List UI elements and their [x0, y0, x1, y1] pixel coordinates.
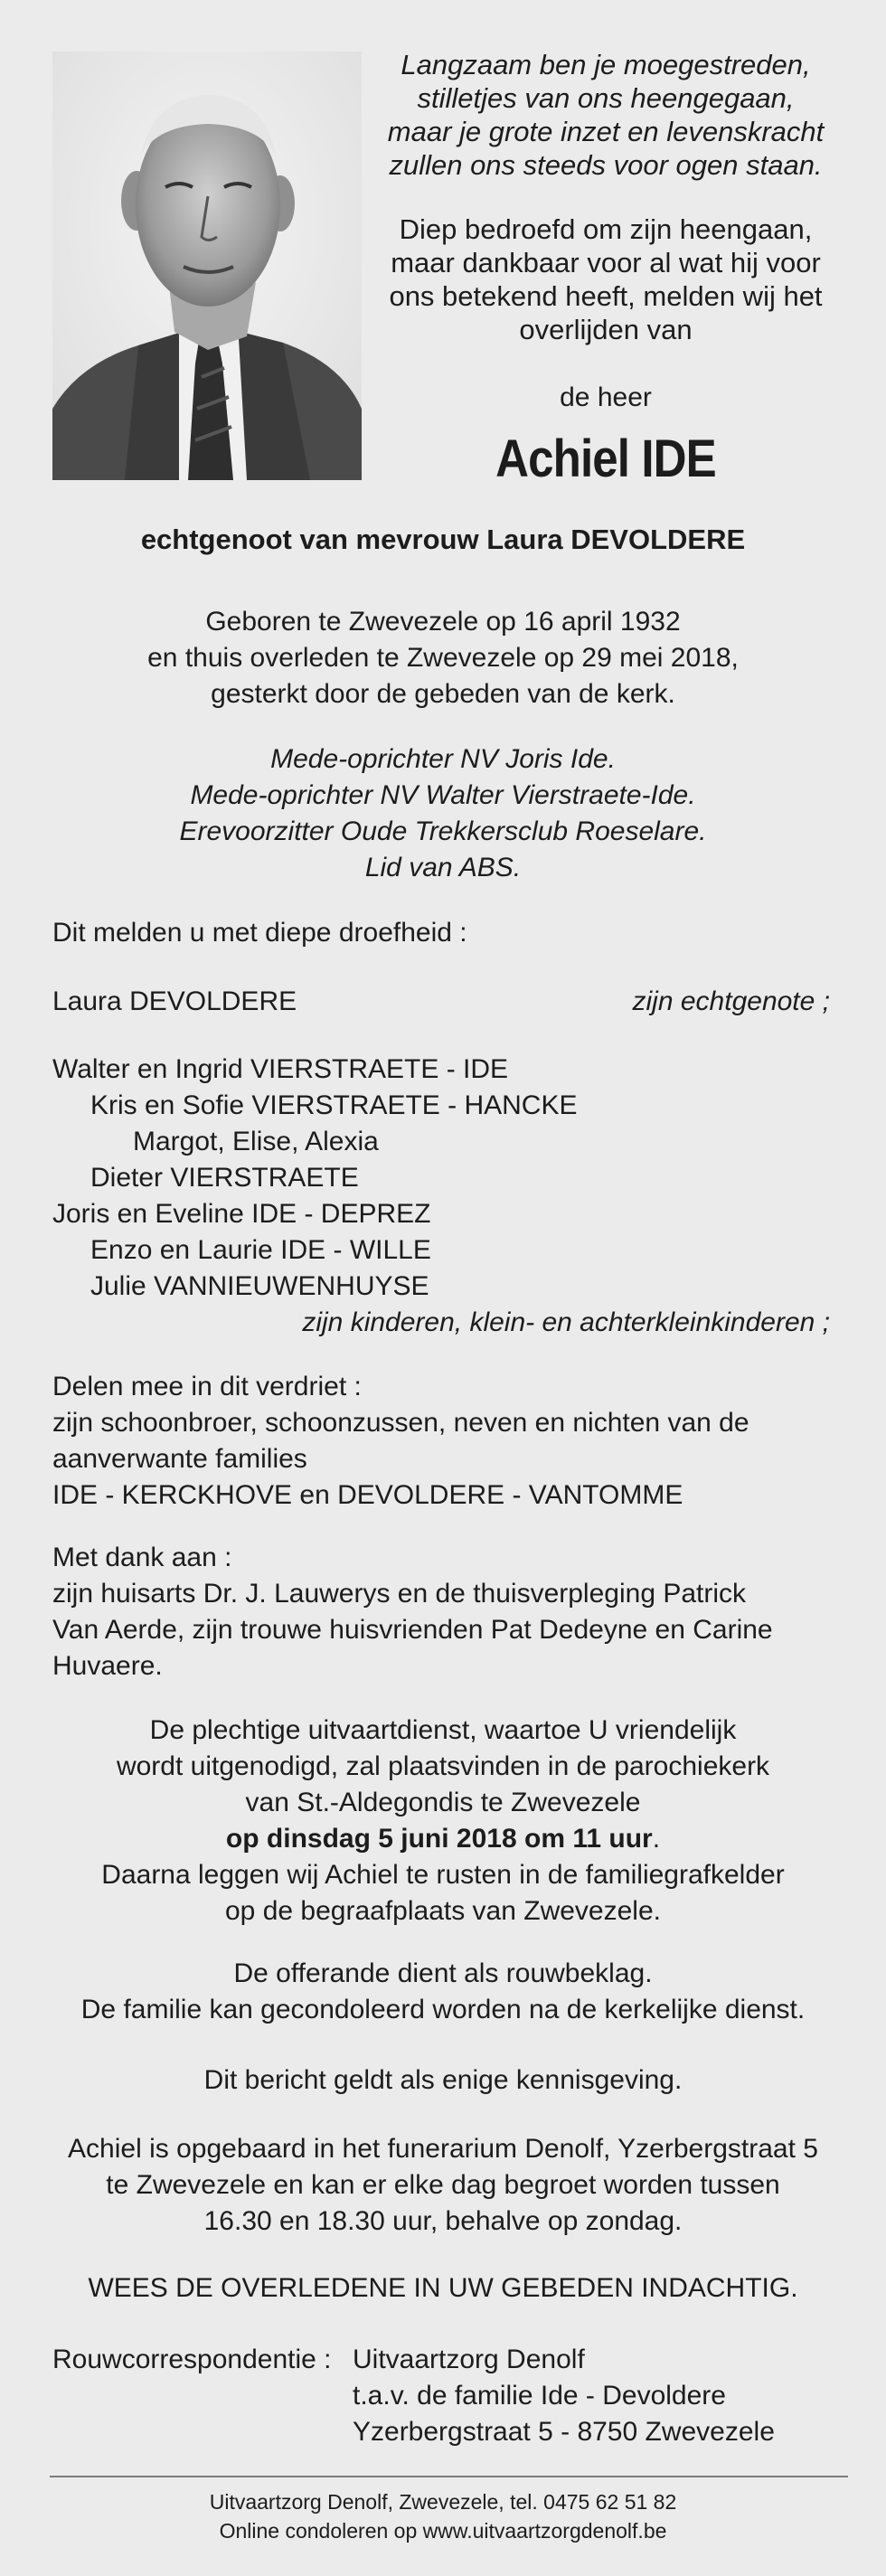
prayer-text: WEES DE OVERLEDENE IN UW GEBEDEN INDACHTIG.: [88, 2273, 798, 2303]
family-member: Kris en Sofie VIERSTRAETE - HANCKE: [90, 1090, 578, 1120]
roles: [0, 741, 886, 886]
portrait-photo: [52, 52, 362, 480]
viewing-line: Achiel is opgebaard in het funerarium Denolf, Yzerbergstraat 5: [68, 2134, 818, 2164]
intro-line: maar dankbaar voor al wat hij voor: [391, 247, 821, 278]
poem-line: maar je grote inzet en levenskracht: [387, 116, 825, 147]
family-member: Walter en Ingrid VIERSTRAETE - IDE: [52, 1054, 509, 1084]
offering-line: De offerande dient als rouwbeklag.: [233, 1958, 653, 1988]
correspondence-line: Uitvaartzorg Denolf: [353, 2345, 585, 2374]
offering-section: [0, 1956, 886, 2028]
grief-line: aanverwante families: [52, 1444, 307, 1474]
birth-death-line: gesterkt door de gebeden van de kerk.: [211, 679, 675, 709]
thanks-line: zijn huisarts Dr. J. Lauwerys en de thuisverpleging Patrick: [52, 1579, 747, 1609]
service-date: [0, 1821, 886, 1857]
service-line: Daarna leggen wij Achiel te rusten in de familiegrafkelder: [101, 1860, 785, 1890]
thanks-line: Huvaere.: [52, 1651, 163, 1681]
footer-website: Online condoleren op www.uitvaartzorgdenolf.be: [219, 2519, 667, 2543]
spouse-role: zijn echtgenote ;: [632, 986, 830, 1016]
correspondence-label: Rouwcorrespondentie :: [52, 2345, 332, 2374]
service-date-end: .: [652, 1824, 661, 1854]
service-line: De plechtige uitvaartdienst, waartoe U vriendelijk: [149, 1715, 737, 1745]
family-member: Enzo en Laurie IDE - WILLE: [90, 1235, 431, 1265]
service-line: op de begraafplaats van Zwevezele.: [225, 1896, 661, 1926]
poem: [371, 48, 841, 182]
viewing-section: [0, 2131, 886, 2240]
service-date-bold: op dinsdag 5 juni 2018 om 11 uur: [225, 1824, 653, 1854]
role-line: Erevoorzitter Oude Trekkersclub Roeselare.: [179, 816, 707, 846]
viewing-line: 16.30 en 18.30 uur, behalve op zondag.: [203, 2206, 683, 2236]
grief-line: Delen mee in dit verdriet :: [52, 1372, 362, 1401]
family-member: Julie VANNIEUWENHUYSE: [90, 1271, 429, 1301]
service-section: [0, 1713, 886, 1930]
thanks-line: Met dank aan :: [52, 1543, 232, 1572]
grief-line: IDE - KERCKHOVE en DEVOLDERE - VANTOMME: [52, 1480, 683, 1510]
thanks-section: [52, 1540, 848, 1684]
notice-text: Dit bericht geldt als enige kennisgeving.: [203, 2065, 683, 2095]
spouse-name: Laura DEVOLDERE: [52, 986, 297, 1016]
intro-line: ons betekend heeft, melden wij het: [389, 280, 823, 312]
deceased-name: Achiel IDE: [495, 429, 716, 488]
service-line: wordt uitgenodigd, zal plaatsvinden in de parochiekerk: [116, 1751, 770, 1781]
offering-line: De familie kan gecondoleerd worden na de kerkelijke dienst.: [80, 1995, 806, 2024]
poem-line: stilletjes van ons heengegaan,: [417, 82, 795, 114]
correspondence-address: [353, 2342, 775, 2450]
footer-divider: [50, 2476, 848, 2477]
family-role: zijn kinderen, klein- en achterkleinkinderen ;: [302, 1307, 830, 1337]
intro-line: overlijden van: [519, 314, 693, 345]
spouse-line: echtgenoot van mevrouw Laura DEVOLDERE: [140, 524, 746, 555]
intro-text: [371, 212, 841, 346]
role-line: Mede-oprichter NV Joris Ide.: [270, 744, 616, 774]
birth-death-line: Geboren te Zwevezele op 16 april 1932: [205, 607, 681, 637]
poem-line: zullen ons steeds voor ogen staan.: [389, 149, 823, 181]
birth-death-line: en thuis overleden te Zwevezele op 29 mei 2018,: [147, 643, 739, 673]
announce-text: Dit melden u met diepe droefheid :: [52, 918, 467, 948]
role-line: Lid van ABS.: [364, 853, 522, 882]
viewing-line: te Zwevezele en kan er elke dag begroet worden tussen: [106, 2170, 780, 2200]
role-line: Mede-oprichter NV Walter Vierstraete-Ide.: [190, 780, 696, 810]
grief-line: zijn schoonbroer, schoonzussen, neven en nichten van de: [52, 1408, 749, 1438]
poem-line: Langzaam ben je moegestreden,: [401, 49, 811, 80]
service-line: van St.-Aldegondis te Zwevezele: [245, 1788, 641, 1817]
title-prefix: de heer: [560, 382, 652, 412]
family-member: Margot, Elise, Alexia: [133, 1127, 379, 1156]
family-member: Dieter VIERSTRAETE: [90, 1163, 359, 1193]
family-member: Joris en Eveline IDE - DEPREZ: [52, 1199, 431, 1229]
correspondence-line: Yzerbergstraat 5 - 8750 Zwevezele: [353, 2417, 775, 2447]
footer-company: Uitvaartzorg Denolf, Zwevezele, tel. 0475 62 51 82: [209, 2490, 677, 2514]
grief-section: [52, 1369, 848, 1514]
intro-line: Diep bedroefd om zijn heengaan,: [399, 213, 813, 245]
birth-death: [0, 604, 886, 712]
thanks-line: Van Aerde, zijn trouwe huisvrienden Pat Dedeyne en Carine: [52, 1615, 773, 1645]
correspondence-line: t.a.v. de familie Ide - Devoldere: [353, 2381, 726, 2411]
